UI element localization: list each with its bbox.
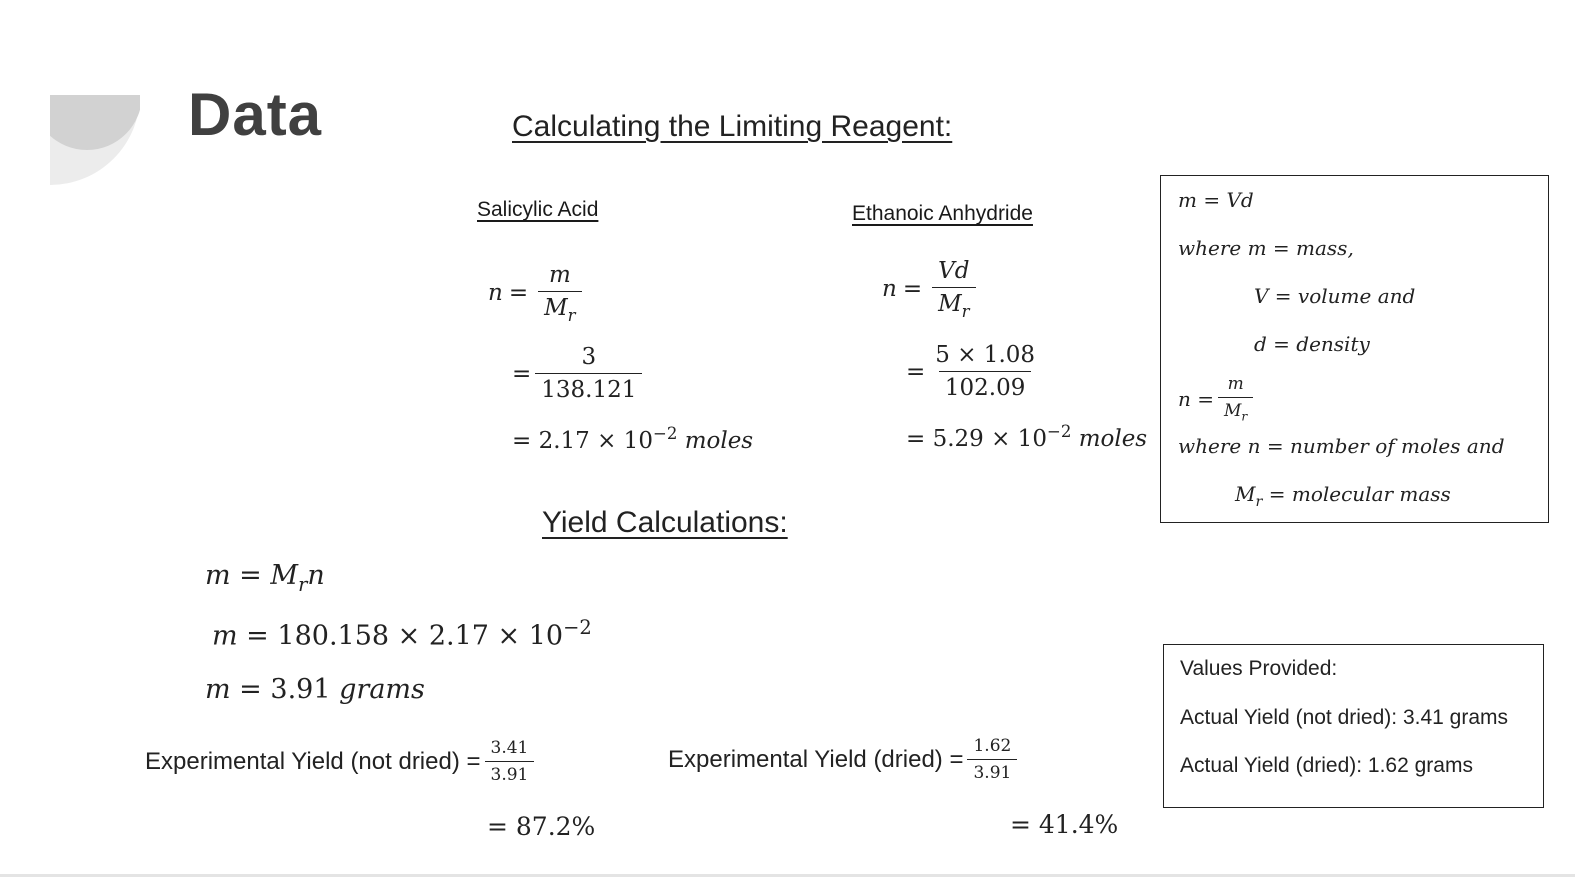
yield-mass-formula: $m = M_rn$ xyxy=(205,560,325,596)
ethanoic-vd-symbol: Vd xyxy=(938,258,970,284)
def-mass-formula: m = Vd xyxy=(1178,188,1254,212)
slide-bottom-divider xyxy=(0,874,1575,877)
not-dried-denominator: 3.91 xyxy=(485,761,535,785)
salicylic-value-fraction xyxy=(535,344,642,403)
dried-percent-result: = 41.4% xyxy=(1010,810,1119,839)
actual-yield-dried: Actual Yield (dried): 1.62 grams xyxy=(1180,754,1473,777)
ethanoic-value-fraction xyxy=(929,342,1041,401)
salicylic-mr-symbol: $M_r$ xyxy=(538,291,581,325)
ethanoic-sub-equals: = xyxy=(906,358,926,385)
yield-calculations-heading: Yield Calculations: xyxy=(542,506,788,539)
dried-fraction xyxy=(967,736,1017,783)
values-provided-title: Values Provided: xyxy=(1180,657,1338,680)
ethanoic-mr-value: 102.09 xyxy=(939,371,1031,401)
salicylic-equals: = xyxy=(508,280,529,307)
yield-mass-substitution: $m = 180.158 \times 2.17 \times 10^{-2}$ xyxy=(212,616,592,652)
def-moles-formula: n = $\frac{m}{M_r}$ xyxy=(1178,374,1257,423)
not-dried-fraction xyxy=(485,738,535,785)
ethanoic-formula xyxy=(882,258,980,321)
ethanoic-substitution xyxy=(906,342,1045,401)
def-mass-line: where m = mass, xyxy=(1178,236,1354,260)
salicylic-mass-value: 3 xyxy=(581,344,597,370)
salicylic-formula xyxy=(488,262,586,325)
limiting-reagent-heading: Calculating the Limiting Reagent: xyxy=(512,110,953,143)
salicylic-mass-symbol: m xyxy=(548,262,571,288)
salicylic-formula-fraction xyxy=(538,262,581,325)
salicylic-moles-result: = $2.17 \times 10^{-2}$ moles xyxy=(512,424,754,455)
def-density-line: d = density xyxy=(1254,332,1370,356)
ethanoic-anhydride-label: Ethanoic Anhydride xyxy=(852,202,1033,225)
ethanoic-n-symbol: n xyxy=(882,276,897,303)
not-dried-percent-result: = 87.2% xyxy=(487,812,596,841)
salicylic-n-symbol: n xyxy=(488,280,503,307)
dried-label: Experimental Yield (dried) = xyxy=(668,745,964,773)
salicylic-substitution xyxy=(512,344,646,403)
not-dried-label: Experimental Yield (not dried) = xyxy=(145,747,481,775)
salicylic-sub-equals: = xyxy=(512,360,532,387)
ethanoic-formula-fraction xyxy=(932,258,975,321)
ethanoic-vd-value: 5 × 1.08 xyxy=(935,342,1036,368)
slide-title: Data xyxy=(188,81,323,148)
not-dried-numerator: 3.41 xyxy=(490,738,529,758)
values-provided-box xyxy=(1163,644,1544,808)
dried-denominator: 3.91 xyxy=(967,759,1017,783)
actual-yield-not-dried: Actual Yield (not dried): 3.41 grams xyxy=(1180,706,1509,729)
salicylic-acid-label: Salicylic Acid xyxy=(477,198,599,221)
decorative-corner-shape xyxy=(50,95,140,185)
ethanoic-equals: = xyxy=(902,276,923,303)
def-moles-fraction: $\frac{m}{M_r}$ xyxy=(1218,374,1253,423)
dried-numerator: 1.62 xyxy=(973,736,1012,756)
ethanoic-mr-symbol: $M_r$ xyxy=(932,287,975,321)
salicylic-mr-value: 138.121 xyxy=(535,373,642,403)
yield-mass-result: m = 3.91 grams xyxy=(205,674,425,705)
experimental-yield-not-dried xyxy=(145,738,538,785)
experimental-yield-dried xyxy=(668,736,1021,783)
ethanoic-moles-result: = $5.29 \times 10^{-2}$ moles xyxy=(906,422,1148,453)
def-volume-line: V = volume and xyxy=(1254,284,1416,308)
def-molecular-mass-line: $M_r$ = molecular mass xyxy=(1235,482,1451,511)
definitions-box xyxy=(1160,175,1549,523)
def-moles-line: where n = number of moles and xyxy=(1178,434,1505,458)
